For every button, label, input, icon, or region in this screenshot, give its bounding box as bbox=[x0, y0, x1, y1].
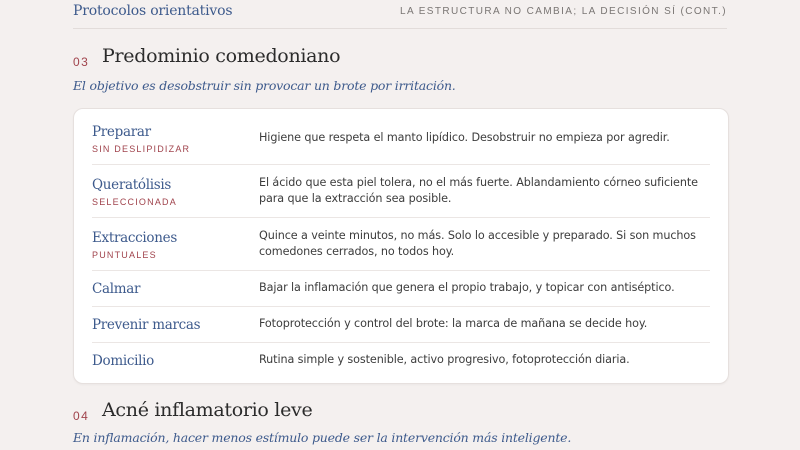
step-name: Calmar bbox=[92, 281, 141, 297]
step-description: Quince a veinte minutos, no más. Solo lo accesible y preparado. Si son muchos comedones cerrados, no todos hoy. bbox=[259, 229, 696, 258]
step-description: El ácido que esta piel tolera, no el más fuerte. Ablandamiento córneo suficiente para que la extracción sea posible. bbox=[259, 176, 698, 205]
top-bar bbox=[73, 0, 727, 29]
section-heading: Acné inflamatorio leve bbox=[102, 399, 313, 421]
step-row-preparar bbox=[92, 109, 710, 165]
step-tag: PUNTUALES bbox=[92, 250, 157, 260]
step-name: Queratólisis bbox=[92, 177, 172, 193]
step-description: Rutina simple y sostenible, activo progresivo, fotoprotección diaria. bbox=[259, 353, 630, 366]
step-row-extracciones bbox=[92, 218, 710, 271]
section-subtitle: En inflamación, hacer menos estímulo puede ser la intervención más inteligente. bbox=[73, 430, 572, 445]
section-number: 04 bbox=[73, 409, 90, 423]
step-description: Fotoprotección y control del brote: la marca de mañana se decide hoy. bbox=[259, 317, 648, 330]
section-heading: Predominio comedoniano bbox=[102, 45, 341, 67]
step-row-calmar bbox=[92, 271, 710, 307]
step-description: Bajar la inflamación que genera el propio trabajo, y topicar con antiséptico. bbox=[259, 281, 675, 294]
section-subtitle: El objetivo es desobstruir sin provocar un brote por irritación. bbox=[73, 78, 456, 93]
step-name: Extracciones bbox=[92, 230, 177, 246]
step-name: Domicilio bbox=[92, 353, 155, 369]
step-tag: SIN DESLIPIDIZAR bbox=[92, 144, 191, 154]
document-title: Protocolos orientativos bbox=[73, 3, 233, 19]
step-row-domicilio bbox=[92, 343, 710, 379]
step-description: Higiene que respeta el manto lipídico. Desobstruir no empieza por agredir. bbox=[259, 131, 670, 144]
section-number: 03 bbox=[73, 55, 90, 69]
step-row-prevenir-marcas bbox=[92, 307, 710, 343]
step-name: Prevenir marcas bbox=[92, 317, 201, 333]
step-name: Preparar bbox=[92, 124, 151, 140]
step-row-queratolisis bbox=[92, 165, 710, 218]
breadcrumb: LA ESTRUCTURA NO CAMBIA; LA DECISIÓN SÍ (CONT.) bbox=[400, 6, 727, 17]
protocol-steps-card bbox=[73, 108, 729, 384]
step-tag: SELECCIONADA bbox=[92, 197, 177, 207]
